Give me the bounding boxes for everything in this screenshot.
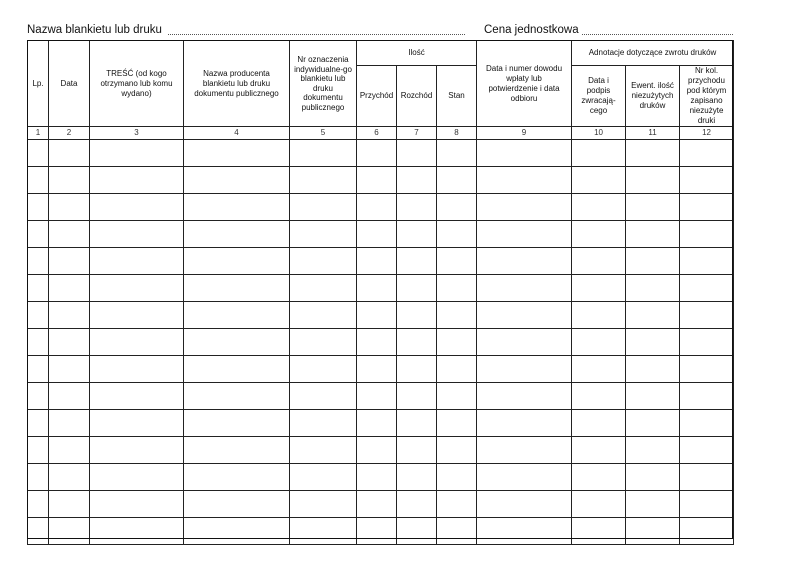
table-cell[interactable] (49, 518, 90, 545)
col-group-return-notes: Adnotacje dotyczące zwrotu druków (572, 41, 734, 66)
table-cell[interactable] (290, 437, 357, 464)
table-cell[interactable] (572, 356, 626, 383)
table-cell[interactable] (90, 167, 184, 194)
table-cell[interactable] (90, 302, 184, 329)
table-cell[interactable] (357, 167, 397, 194)
column-number: 4 (184, 127, 290, 140)
table-cell[interactable] (626, 221, 680, 248)
register-table (27, 40, 734, 545)
table-cell[interactable] (680, 383, 734, 410)
table-cell[interactable] (28, 329, 49, 356)
table-cell[interactable] (680, 167, 734, 194)
table-cell[interactable] (49, 302, 90, 329)
table-cell[interactable] (49, 194, 90, 221)
table-cell[interactable] (680, 194, 734, 221)
col-header-content (90, 41, 184, 127)
table-cell[interactable] (90, 275, 184, 302)
table-cell[interactable] (477, 437, 572, 464)
table-cell[interactable] (290, 464, 357, 491)
table-cell[interactable] (626, 518, 680, 545)
column-number: 6 (357, 127, 397, 140)
table-cell[interactable] (397, 356, 437, 383)
table-cell[interactable] (357, 356, 397, 383)
table-cell[interactable] (437, 140, 477, 167)
col-header-producer-text: Nazwa producenta blankietu lub druku dokumentu publicznego (194, 68, 279, 98)
table-cell[interactable] (572, 194, 626, 221)
table-cell[interactable] (49, 464, 90, 491)
table-cell[interactable] (290, 518, 357, 545)
table-row (28, 383, 734, 410)
table-row (28, 329, 734, 356)
table-cell[interactable] (49, 248, 90, 275)
table-cell[interactable] (357, 464, 397, 491)
table-cell[interactable] (184, 356, 290, 383)
table-cell[interactable] (572, 221, 626, 248)
column-number: 10 (572, 127, 626, 140)
table-cell[interactable] (49, 437, 90, 464)
table-cell[interactable] (290, 167, 357, 194)
table-row (28, 167, 734, 194)
table-cell[interactable] (397, 140, 437, 167)
table-cell[interactable] (626, 464, 680, 491)
table-cell[interactable] (477, 194, 572, 221)
table-cell[interactable] (290, 221, 357, 248)
table-row (28, 437, 734, 464)
col-header-lp: Lp. (28, 41, 49, 127)
column-number: 2 (49, 127, 90, 140)
table-cell[interactable] (680, 356, 734, 383)
table-cell[interactable] (90, 140, 184, 167)
table-cell[interactable] (680, 221, 734, 248)
table-cell[interactable] (90, 410, 184, 437)
col-header-income: Przychód (357, 66, 397, 127)
table-cell[interactable] (357, 437, 397, 464)
table-cell[interactable] (90, 383, 184, 410)
table-cell[interactable] (357, 410, 397, 437)
table-cell[interactable] (477, 491, 572, 518)
table-cell[interactable] (90, 356, 184, 383)
table-row (28, 464, 734, 491)
table-cell[interactable] (437, 329, 477, 356)
table-cell[interactable] (290, 140, 357, 167)
table-cell[interactable] (626, 194, 680, 221)
table-cell[interactable] (28, 383, 49, 410)
table-cell[interactable] (290, 329, 357, 356)
table-cell[interactable] (184, 437, 290, 464)
table-cell[interactable] (437, 464, 477, 491)
column-number: 11 (626, 127, 680, 140)
col-header-payment-proof-text: Data i numer dowodu wpłaty lub potwierdzenie i data odbioru (485, 63, 563, 103)
table-cell[interactable] (626, 167, 680, 194)
table-cell[interactable] (437, 221, 477, 248)
table-cell[interactable] (477, 410, 572, 437)
table-cell[interactable] (477, 356, 572, 383)
table-cell[interactable] (397, 302, 437, 329)
table-cell[interactable] (28, 410, 49, 437)
table-cell[interactable] (477, 518, 572, 545)
table-cell[interactable] (28, 437, 49, 464)
table-cell[interactable] (290, 275, 357, 302)
table-row (28, 248, 734, 275)
table-cell[interactable] (49, 410, 90, 437)
table-cell[interactable] (90, 437, 184, 464)
table-cell[interactable] (680, 518, 734, 545)
table-cell[interactable] (477, 221, 572, 248)
table-cell[interactable] (680, 329, 734, 356)
table-cell[interactable] (572, 302, 626, 329)
table-row (28, 302, 734, 329)
table-cell[interactable] (572, 464, 626, 491)
table-cell[interactable] (680, 437, 734, 464)
table-row (28, 491, 734, 518)
col-header-payment-proof (477, 41, 572, 127)
table-cell[interactable] (572, 383, 626, 410)
col-header-designation-text: Nr oznaczenia indywidualne-go blankietu lub druku dokumentu publicznego (294, 55, 352, 112)
table-cell[interactable] (680, 491, 734, 518)
table-cell[interactable] (680, 275, 734, 302)
col-header-expense: Rozchód (397, 66, 437, 127)
table-cell[interactable] (437, 194, 477, 221)
table-cell[interactable] (397, 464, 437, 491)
table-cell[interactable] (477, 302, 572, 329)
table-cell[interactable] (477, 167, 572, 194)
table-cell[interactable] (437, 383, 477, 410)
table-cell[interactable] (28, 302, 49, 329)
table-cell[interactable] (572, 275, 626, 302)
table-cell[interactable] (397, 383, 437, 410)
table-cell[interactable] (397, 221, 437, 248)
blank-name-label: Nazwa blankietu lub druku (27, 24, 162, 36)
table-cell[interactable] (28, 248, 49, 275)
table-cell[interactable] (437, 410, 477, 437)
table-cell[interactable] (184, 140, 290, 167)
table-cell[interactable] (184, 491, 290, 518)
table-cell[interactable] (572, 329, 626, 356)
table-cell[interactable] (184, 248, 290, 275)
table-cell[interactable] (397, 491, 437, 518)
table-cell[interactable] (28, 518, 49, 545)
table-cell[interactable] (90, 248, 184, 275)
table-cell[interactable] (184, 464, 290, 491)
col-header-designation-number (290, 41, 357, 127)
table-cell[interactable] (357, 491, 397, 518)
table-cell[interactable] (680, 302, 734, 329)
table-cell[interactable] (626, 356, 680, 383)
table-cell[interactable] (184, 275, 290, 302)
table-cell[interactable] (437, 167, 477, 194)
table-cell[interactable] (28, 194, 49, 221)
table-cell[interactable] (49, 383, 90, 410)
table-cell[interactable] (184, 410, 290, 437)
table-cell[interactable] (357, 518, 397, 545)
col-header-content-text: TREŚĆ (od kogo otrzymano lub komu wydano) (100, 68, 173, 98)
table-row (28, 275, 734, 302)
table-cell[interactable] (49, 221, 90, 248)
col-header-unused-count-text: Ewent. ilość niezużytych druków (631, 81, 674, 110)
table-cell[interactable] (49, 356, 90, 383)
table-cell[interactable] (49, 329, 90, 356)
table-cell[interactable] (397, 437, 437, 464)
column-number: 7 (397, 127, 437, 140)
table-cell[interactable] (626, 437, 680, 464)
table-row (28, 140, 734, 167)
table-cell[interactable] (290, 302, 357, 329)
table-cell[interactable] (290, 410, 357, 437)
table-cell[interactable] (437, 248, 477, 275)
table-cell[interactable] (184, 383, 290, 410)
table-row (28, 221, 734, 248)
col-header-income-number (680, 66, 734, 127)
col-header-balance: Stan (437, 66, 477, 127)
table-cell[interactable] (290, 248, 357, 275)
table-cell[interactable] (572, 437, 626, 464)
table-cell[interactable] (49, 491, 90, 518)
table-cell[interactable] (572, 167, 626, 194)
table-row (28, 518, 734, 545)
table-cell[interactable] (572, 518, 626, 545)
table-cell[interactable] (357, 140, 397, 167)
column-number: 9 (477, 127, 572, 140)
table-cell[interactable] (437, 437, 477, 464)
table-cell[interactable] (90, 194, 184, 221)
table-body (28, 140, 734, 545)
unit-price-field[interactable] (582, 34, 733, 35)
table-cell[interactable] (184, 194, 290, 221)
table-cell[interactable] (477, 464, 572, 491)
column-number: 3 (90, 127, 184, 140)
table-cell[interactable] (437, 302, 477, 329)
blank-name-field[interactable] (168, 34, 465, 35)
table-cell[interactable] (397, 167, 437, 194)
table-cell[interactable] (28, 140, 49, 167)
table-cell[interactable] (477, 383, 572, 410)
table-cell[interactable] (477, 140, 572, 167)
col-header-unused-count (626, 66, 680, 127)
table-cell[interactable] (357, 275, 397, 302)
table-cell[interactable] (397, 194, 437, 221)
column-number: 12 (680, 127, 734, 140)
table-cell[interactable] (572, 140, 626, 167)
table-cell[interactable] (680, 410, 734, 437)
table-cell[interactable] (357, 329, 397, 356)
table-cell[interactable] (572, 410, 626, 437)
table-cell[interactable] (626, 302, 680, 329)
table-cell[interactable] (28, 356, 49, 383)
table-cell[interactable] (437, 491, 477, 518)
col-header-date: Data (49, 41, 90, 127)
table-cell[interactable] (28, 491, 49, 518)
table-cell[interactable] (626, 275, 680, 302)
table-cell[interactable] (680, 464, 734, 491)
table-cell[interactable] (357, 383, 397, 410)
table-cell[interactable] (28, 221, 49, 248)
col-header-return-date-signature (572, 66, 626, 127)
table-cell[interactable] (90, 329, 184, 356)
table-cell[interactable] (397, 329, 437, 356)
table-cell[interactable] (49, 167, 90, 194)
table-cell[interactable] (397, 248, 437, 275)
table-cell[interactable] (572, 491, 626, 518)
table-cell[interactable] (357, 221, 397, 248)
table-cell[interactable] (184, 167, 290, 194)
table-cell[interactable] (397, 275, 437, 302)
col-header-return-date-signature-text: Data i podpis zwracają-cego (581, 76, 616, 115)
table-cell[interactable] (626, 140, 680, 167)
column-number: 1 (28, 127, 49, 140)
table-cell[interactable] (477, 329, 572, 356)
col-header-producer (184, 41, 290, 127)
column-number: 5 (290, 127, 357, 140)
table-cell[interactable] (90, 221, 184, 248)
table-row (28, 194, 734, 221)
table-cell[interactable] (680, 248, 734, 275)
table-cell[interactable] (90, 518, 184, 545)
table-cell[interactable] (290, 356, 357, 383)
table-cell[interactable] (184, 329, 290, 356)
table-cell[interactable] (397, 518, 437, 545)
table-cell[interactable] (477, 248, 572, 275)
table-cell[interactable] (357, 248, 397, 275)
table-cell[interactable] (90, 464, 184, 491)
table-cell[interactable] (357, 194, 397, 221)
table-cell[interactable] (626, 491, 680, 518)
table-cell[interactable] (184, 221, 290, 248)
table-cell[interactable] (28, 167, 49, 194)
table-cell[interactable] (357, 302, 397, 329)
table-cell[interactable] (28, 464, 49, 491)
table-cell[interactable] (90, 491, 184, 518)
table-row (28, 410, 734, 437)
col-header-income-number-text: Nr kol. przychodu pod którym zapisano niezużyte druki (686, 66, 727, 125)
table-cell[interactable] (184, 518, 290, 545)
table-cell[interactable] (28, 275, 49, 302)
table-cell[interactable] (290, 383, 357, 410)
table-cell[interactable] (680, 140, 734, 167)
table-cell[interactable] (397, 410, 437, 437)
table-cell[interactable] (290, 491, 357, 518)
table-cell[interactable] (437, 518, 477, 545)
table-cell[interactable] (572, 248, 626, 275)
column-number: 8 (437, 127, 477, 140)
table-cell[interactable] (437, 356, 477, 383)
table-row (28, 356, 734, 383)
table-cell[interactable] (49, 140, 90, 167)
table-cell[interactable] (437, 275, 477, 302)
table-cell[interactable] (477, 275, 572, 302)
table-cell[interactable] (626, 248, 680, 275)
table-cell[interactable] (290, 194, 357, 221)
table-cell[interactable] (49, 275, 90, 302)
unit-price-label: Cena jednostkowa (484, 24, 579, 36)
table-cell[interactable] (626, 329, 680, 356)
table-cell[interactable] (626, 383, 680, 410)
col-group-quantity: Ilość (357, 41, 477, 66)
table-cell[interactable] (626, 410, 680, 437)
table-cell[interactable] (184, 302, 290, 329)
